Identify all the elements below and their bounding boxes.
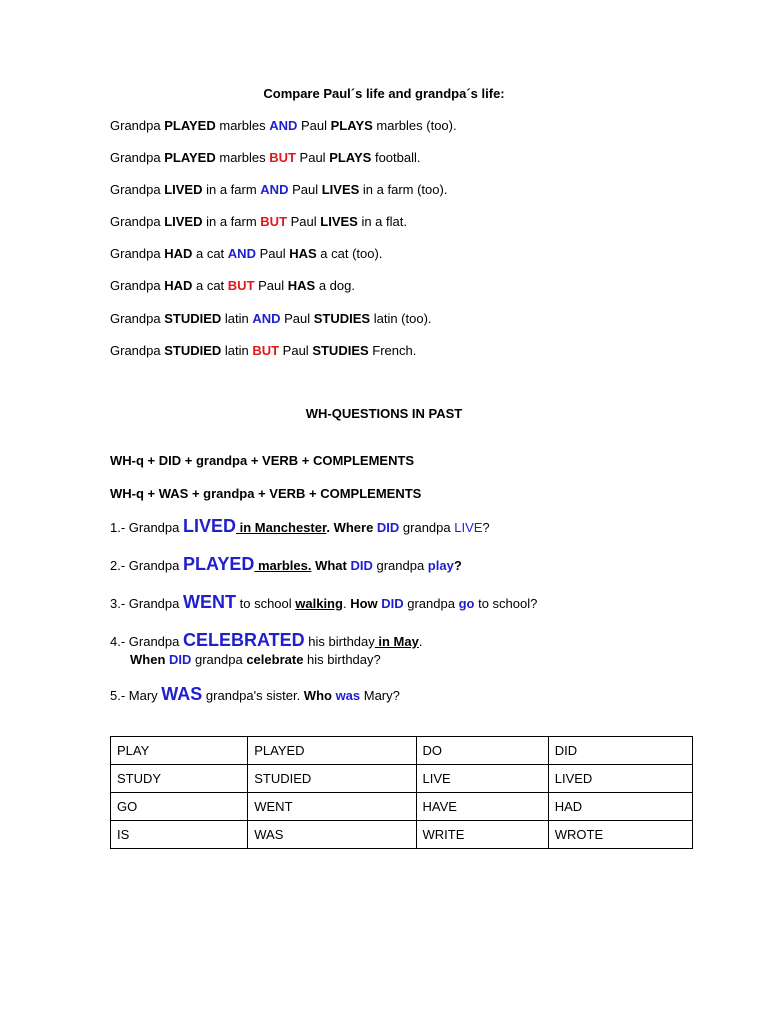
table-cell: WAS xyxy=(248,821,416,849)
sentence-subject: Grandpa xyxy=(110,214,165,229)
table-cell: WENT xyxy=(248,793,416,821)
q1-verb: LIVED xyxy=(183,516,237,536)
compare-title: Compare Paul´s life and grandpa´s life: xyxy=(263,86,505,101)
q4-end: his birthday? xyxy=(303,652,381,667)
sentence-object: a cat xyxy=(192,246,228,261)
table-row xyxy=(111,821,693,849)
conjunction: AND xyxy=(227,246,256,261)
sentence-object: marbles xyxy=(215,150,270,165)
table-cell: WROTE xyxy=(548,821,692,849)
question-3 xyxy=(110,592,537,613)
question-4 xyxy=(110,630,422,651)
sentence-ending: football. xyxy=(371,150,421,165)
sentence-subject: Grandpa xyxy=(110,278,165,293)
q4-mid: grandpa xyxy=(191,652,247,667)
sentence-ending: marbles (too). xyxy=(372,118,457,133)
conjunction: BUT xyxy=(260,214,288,229)
sentence-subject: Grandpa xyxy=(110,182,165,197)
q4-aux: DID xyxy=(169,652,192,667)
q2-aux: DID xyxy=(350,558,373,573)
paul-verb: STUDIES xyxy=(313,311,371,326)
grandpa-verb: STUDIED xyxy=(164,343,222,358)
table-cell: IS xyxy=(111,821,248,849)
grandpa-verb: PLAYED xyxy=(164,150,216,165)
q3-verb: WENT xyxy=(183,592,236,612)
sentence-subject-2: Paul xyxy=(287,214,321,229)
sentence-subject: Grandpa xyxy=(110,343,165,358)
q4-mid1: his birthday xyxy=(304,634,375,649)
sentence-subject-2: Paul xyxy=(288,182,322,197)
grandpa-verb: STUDIED xyxy=(164,311,222,326)
verbs-table-body xyxy=(111,737,693,849)
grandpa-verb: LIVED xyxy=(164,214,203,229)
table-cell: DID xyxy=(548,737,692,765)
q3-dot: . xyxy=(342,596,351,611)
paul-verb: PLAYS xyxy=(330,118,373,133)
q3-base: go xyxy=(458,596,475,611)
table-cell: STUDY xyxy=(111,765,248,793)
q5-wh: Who xyxy=(303,688,336,703)
table-cell: LIVED xyxy=(548,765,692,793)
sentence-ending: in a farm (too). xyxy=(359,182,448,197)
compare-sentence xyxy=(110,311,432,326)
conjunction: BUT xyxy=(269,150,296,165)
q3-prefix: 3.- Grandpa xyxy=(110,596,183,611)
formula-did: WH-q + DID + grandpa + VERB + COMPLEMENTS xyxy=(110,453,415,468)
compare-sentence xyxy=(110,343,416,358)
q5-end: Mary? xyxy=(360,688,400,703)
q1-aux: DID xyxy=(376,520,400,535)
table-row xyxy=(111,793,693,821)
q2-wh: What xyxy=(315,558,351,573)
table-cell: WRITE xyxy=(416,821,548,849)
paul-verb: STUDIES xyxy=(312,343,369,358)
formula-was: WH-q + WAS + grandpa + VERB + COMPLEMENTS xyxy=(110,486,422,501)
compare-sentence xyxy=(110,214,407,229)
sentence-object: in a farm xyxy=(202,182,261,197)
conjunction: BUT xyxy=(252,343,280,358)
q4-verb: CELEBRATED xyxy=(183,630,305,650)
compare-sentence xyxy=(110,278,355,293)
grandpa-verb: LIVED xyxy=(164,182,203,197)
sentence-subject-2: Paul xyxy=(255,246,290,261)
sentence-ending: French. xyxy=(368,343,417,358)
q1-end: ? xyxy=(482,520,490,535)
q2-end: ? xyxy=(453,558,462,573)
sentence-object: latin xyxy=(221,343,253,358)
q1-complement: in Manchester xyxy=(236,520,327,535)
q5-base: was xyxy=(335,688,361,703)
conjunction: AND xyxy=(269,118,298,133)
q4-dot: . xyxy=(418,634,423,649)
conjunction: AND xyxy=(252,311,281,326)
q1-wh: Where xyxy=(333,520,377,535)
q3-aux: DID xyxy=(381,596,404,611)
q3-complement: walking xyxy=(295,596,343,611)
sentence-subject-2: Paul xyxy=(279,343,313,358)
table-cell: PLAYED xyxy=(248,737,416,765)
compare-sentence xyxy=(110,150,421,165)
paul-verb: LIVES xyxy=(320,214,358,229)
sentence-object: marbles xyxy=(215,118,270,133)
sentence-subject-2: Paul xyxy=(254,278,288,293)
q2-mid: grandpa xyxy=(372,558,428,573)
sentence-subject-2: Paul xyxy=(297,118,331,133)
compare-sentence xyxy=(110,246,382,261)
q3-end: to school? xyxy=(474,596,538,611)
q3-mid1: to school xyxy=(236,596,296,611)
q2-base: play xyxy=(427,558,454,573)
grandpa-verb: HAD xyxy=(164,246,193,261)
conjunction: AND xyxy=(260,182,289,197)
question-2 xyxy=(110,554,462,575)
sentence-object: in a farm xyxy=(202,214,261,229)
table-cell: PLAY xyxy=(111,737,248,765)
question-1 xyxy=(110,516,490,537)
sentence-subject: Grandpa xyxy=(110,150,165,165)
table-cell: STUDIED xyxy=(248,765,416,793)
q3-wh: How xyxy=(350,596,382,611)
question-4-line-2 xyxy=(130,652,381,667)
sentence-ending: a cat (too). xyxy=(316,246,383,261)
table-cell: GO xyxy=(111,793,248,821)
table-cell: LIVE xyxy=(416,765,548,793)
q5-verb: WAS xyxy=(161,684,203,704)
table-row xyxy=(111,737,693,765)
verbs-table xyxy=(110,736,693,849)
q1-base: LIVE xyxy=(454,520,483,535)
paul-verb: HAS xyxy=(289,246,317,261)
q1-dot: . xyxy=(326,520,334,535)
sentence-subject-2: Paul xyxy=(295,150,330,165)
compare-sentence xyxy=(110,118,457,133)
q3-mid: grandpa xyxy=(403,596,459,611)
table-row xyxy=(111,765,693,793)
q1-prefix: 1.- Grandpa xyxy=(110,520,183,535)
q2-verb: PLAYED xyxy=(183,554,255,574)
grandpa-verb: HAD xyxy=(164,278,193,293)
conjunction: BUT xyxy=(227,278,255,293)
sentence-subject: Grandpa xyxy=(110,311,165,326)
sentence-subject: Grandpa xyxy=(110,118,165,133)
sentence-subject-2: Paul xyxy=(280,311,314,326)
paul-verb: PLAYS xyxy=(329,150,372,165)
paul-verb: HAS xyxy=(287,278,316,293)
sentence-object: a cat xyxy=(192,278,228,293)
q2-complement: marbles. xyxy=(254,558,312,573)
q4-wh: When xyxy=(130,652,169,667)
table-cell: HAD xyxy=(548,793,692,821)
paul-verb: LIVES xyxy=(321,182,360,197)
q4-base: celebrate xyxy=(246,652,304,667)
q5-prefix: 5.- Mary xyxy=(110,688,162,703)
sentence-ending: in a flat. xyxy=(357,214,407,229)
wh-title: WH-QUESTIONS IN PAST xyxy=(305,406,463,421)
table-cell: HAVE xyxy=(416,793,548,821)
grandpa-verb: PLAYED xyxy=(164,118,216,133)
q4-prefix: 4.- Grandpa xyxy=(110,634,183,649)
sentence-subject: Grandpa xyxy=(110,246,165,261)
sentence-ending: a dog. xyxy=(315,278,355,293)
q2-prefix: 2.- Grandpa xyxy=(110,558,183,573)
sentence-ending: latin (too). xyxy=(370,311,432,326)
question-5 xyxy=(110,684,400,705)
sentence-object: latin xyxy=(221,311,253,326)
q1-mid: grandpa xyxy=(399,520,455,535)
q4-complement: in May xyxy=(374,634,419,649)
compare-sentence xyxy=(110,182,447,197)
q5-mid1: grandpa's sister. xyxy=(202,688,304,703)
table-cell: DO xyxy=(416,737,548,765)
